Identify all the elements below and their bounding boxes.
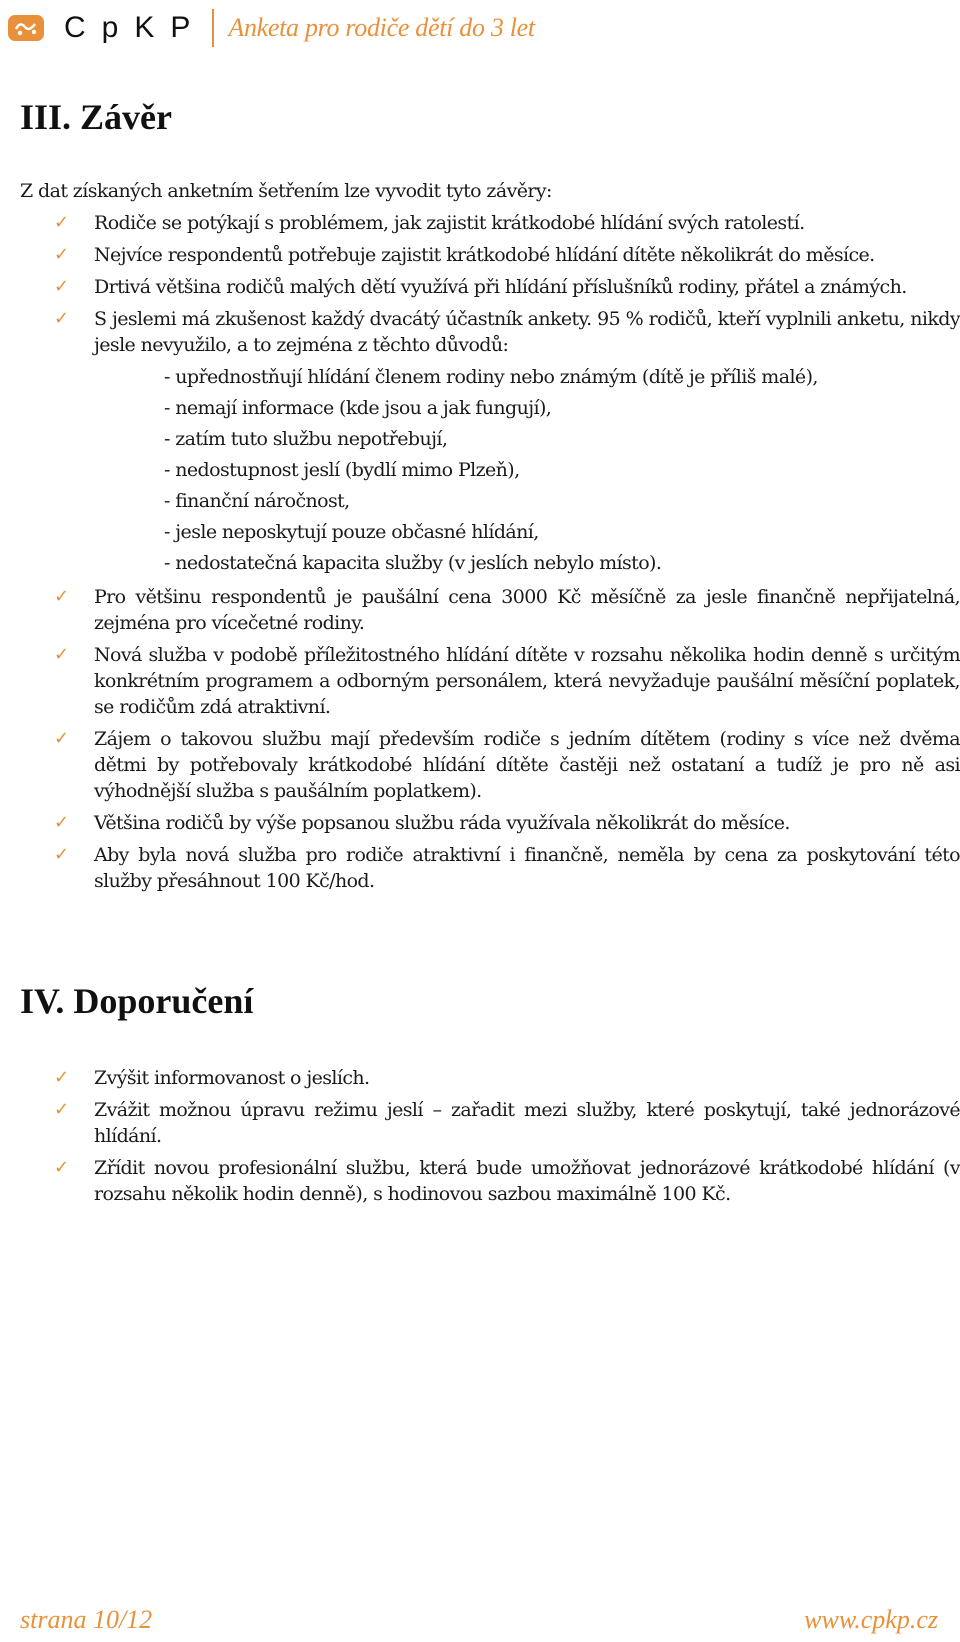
list-item: ✓ Aby byla nová služba pro rodiče atraktivní i finančně, neměla by cena za poskytování této služby přesáhnout 100 Kč/hod.: [54, 844, 960, 892]
reason-item: - zatím tuto službu nepotřebují,: [164, 428, 448, 450]
check-icon: ✓: [54, 812, 69, 833]
section-heading-conclusion: III. Závěr: [20, 97, 172, 137]
check-icon: ✓: [54, 644, 69, 665]
recommendation-list: [20, 1065, 960, 1213]
intro-text: Z dat získaných anketním šetřením lze vyvodit tyto závěry:: [20, 180, 552, 202]
list-item: ✓ Nejvíce respondentů potřebuje zajistit krátkodobé hlídání dítěte několikrát do měsíce.: [54, 244, 875, 266]
check-icon: ✓: [54, 1157, 69, 1178]
list-item: ✓ Rodiče se potýkají s problémem, jak zajistit krátkodobé hlídání svých ratolestí.: [54, 212, 805, 234]
list-item: ✓ S jeslemi má zkušenost každý dvacátý účastník ankety. 95 % rodičů, kteří vyplnili anketu, nikdy jesle nevyužilo, a to zejména z těchto důvodů: - upřednostňují hlídání členem rodiny nebo známým (dítě je příliš malé), - nemají informace (kde jsou a jak fungují), - zatím tuto službu nepotřebují, - nedostupnost jeslí (bydlí mimo Plzeň), - finanční náročnost, - jesle neposkytují pouze občasné hlídání, - nedostatečná kapacita služby (v jeslích nebylo místo).: [20, 306, 960, 578]
check-icon: ✓: [54, 212, 69, 233]
logo-text: CpKP: [64, 11, 207, 44]
reason-item: - nedostupnost jeslí (bydlí mimo Plzeň),: [164, 459, 520, 481]
reasons-list: [94, 362, 960, 578]
check-icon: ✓: [54, 844, 69, 865]
conclusion-list: [20, 210, 960, 900]
section-heading-recommendations: IV. Doporučení: [20, 981, 254, 1021]
reason-item: - jesle neposkytují pouze občasné hlídání,: [164, 521, 539, 543]
check-icon: ✓: [54, 308, 69, 329]
check-icon: ✓: [54, 276, 69, 297]
cpkp-logo-icon: [8, 15, 44, 41]
page-number: strana 10/12: [20, 1605, 153, 1634]
reason-item: - upřednostňují hlídání členem rodiny nebo známým (dítě je příliš malé),: [164, 366, 818, 388]
check-icon: ✓: [54, 728, 69, 749]
website-link[interactable]: www.cpkp.cz: [804, 1605, 938, 1634]
page-header: [8, 8, 535, 48]
list-item: ✓ Zájem o takovou službu mají především rodiče s jedním dítětem (rodiny s více než dvěma dětmi by potřebovaly krátkodobé hlídání dítěte častěji než ostataní a tudíž je pro ně asi výhodnější služba s paušálním poplatkem).: [54, 728, 960, 802]
check-icon: ✓: [54, 586, 69, 607]
list-item: ✓ Pro většinu respondentů je paušální cena 3000 Kč měsíčně za jesle finančně nepřijatelná, zejména pro vícečetné rodiny.: [54, 586, 960, 634]
header-divider: [212, 9, 214, 47]
reason-item: - finanční náročnost,: [164, 490, 350, 512]
reason-item: - nemají informace (kde jsou a jak fungují),: [164, 397, 552, 419]
list-item: ✓ Drtivá většina rodičů malých dětí využívá při hlídání příslušníků rodiny, přátel a známých.: [54, 276, 907, 298]
list-item: ✓ Nová služba v podobě příležitostného hlídání dítěte v rozsahu několika hodin denně s určitým konkrétním programem a odborným personálem, která nevyžaduje paušální měsíční poplatek, se rodičům zdá atraktivní.: [54, 644, 960, 718]
list-item: ✓ Zvýšit informovanost o jeslích.: [54, 1067, 370, 1089]
list-item: ✓ Zřídit novou profesionální službu, která bude umožňovat jednorázové krátkodobé hlídání (v rozsahu několik hodin denně), s hodinovou sazbou maximálně 100 Kč.: [54, 1157, 960, 1205]
document-title: Anketa pro rodiče dětí do 3 let: [228, 13, 535, 42]
list-item: ✓ Většina rodičů by výše popsanou službu ráda využívala několikrát do měsíce.: [54, 812, 790, 834]
reason-item: - nedostatečná kapacita služby (v jeslích nebylo místo).: [164, 552, 662, 574]
check-icon: ✓: [54, 1067, 69, 1088]
check-icon: ✓: [54, 1099, 69, 1120]
check-icon: ✓: [54, 244, 69, 265]
list-item: ✓ Zvážit možnou úpravu režimu jeslí – zařadit mezi služby, které poskytují, také jednorázové hlídání.: [54, 1099, 960, 1147]
